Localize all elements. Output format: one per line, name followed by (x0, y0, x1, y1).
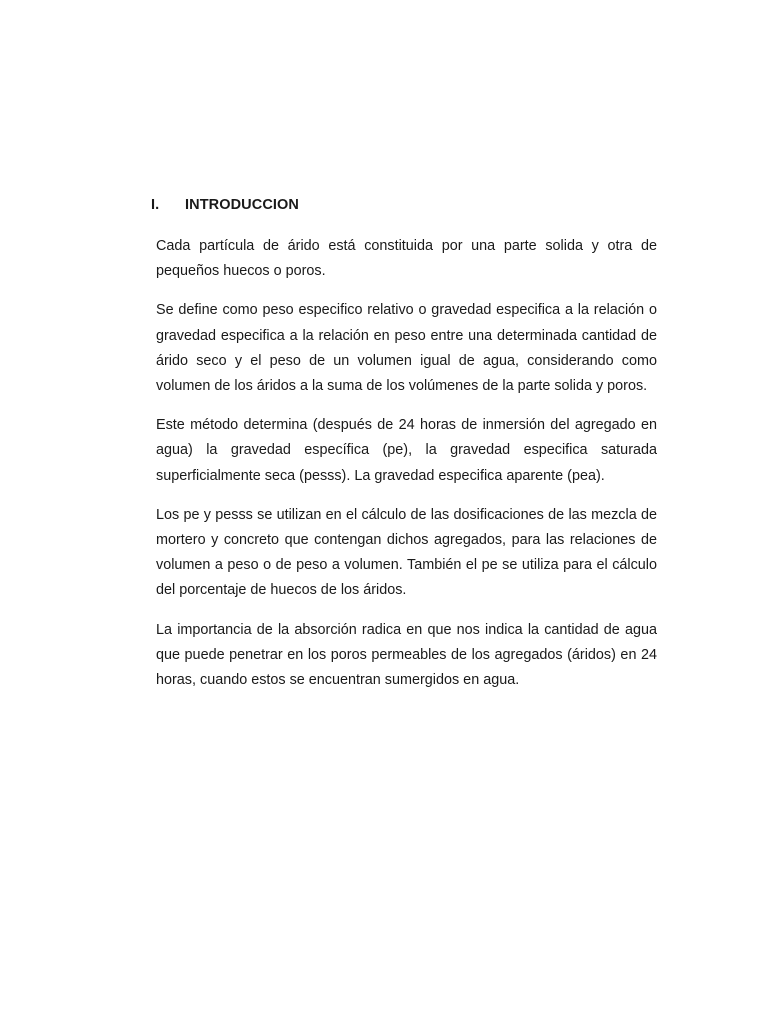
body-text (156, 234, 657, 707)
paragraph-intro: Cada partícula de árido está constituida por una parte solida y otra de pequeños huecos o poros. (156, 238, 657, 280)
section-number: I. (151, 197, 160, 213)
section-heading (151, 197, 299, 213)
paragraph-usage: Los pe y pesss se utilizan en el cálculo de las dosificaciones de las mezcla de mortero y concreto que contengan dichos agregados, para las relaciones de volumen a peso o de peso a volumen. También el pe se utiliza para el cálculo del porcentaje de huecos de los áridos. (156, 506, 657, 599)
paragraph-method: Este método determina (después de 24 horas de inmersión del agregado en agua) la gravedad específica (pe), la gravedad especifica saturada superficialmente seca (pesss). La gravedad especifica aparente (pea). (156, 417, 657, 484)
paragraph-definition: Se define como peso especifico relativo o gravedad especifica a la relación o gravedad especifica a la relación en peso entre una determinada cantidad de árido seco y el peso de un volumen igual de agua, considerando como volumen de los áridos a la suma de los volúmenes de la parte solida y poros. (156, 302, 657, 395)
paragraph-absorption: La importancia de la absorción radica en que nos indica la cantidad de agua que puede penetrar en los poros permeables de los agregados (áridos) en 24 horas, cuando estos se encuentran sumergidos en agua. (156, 621, 657, 689)
section-title: INTRODUCCION (185, 197, 299, 213)
